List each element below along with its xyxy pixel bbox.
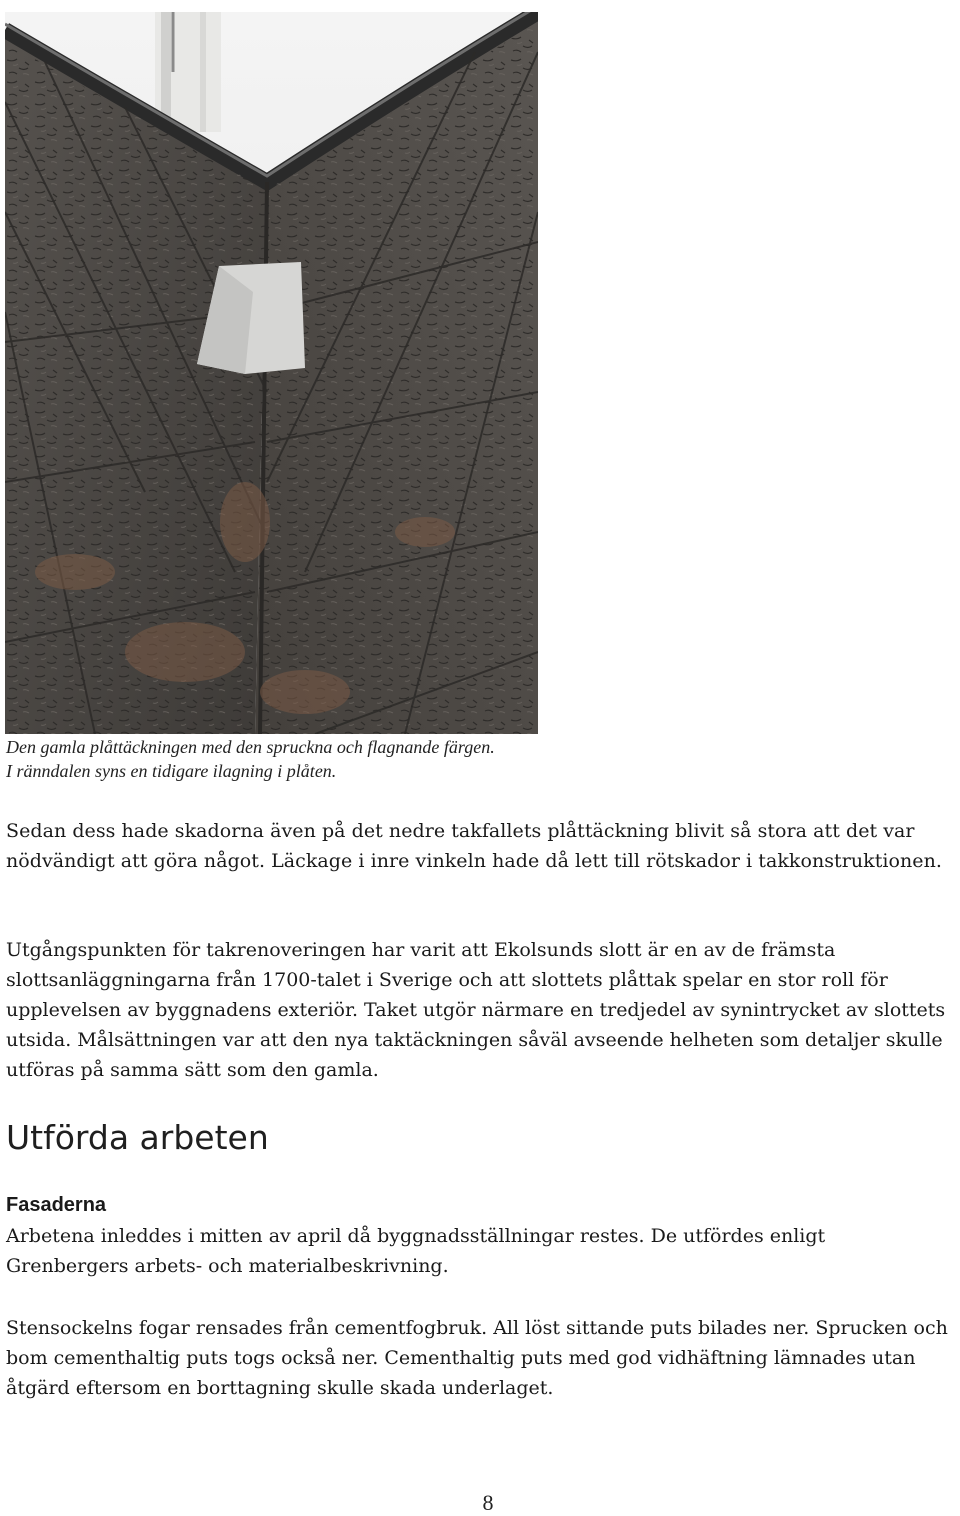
page-number: 8	[482, 1490, 494, 1515]
roof-valley-photo	[5, 12, 538, 734]
caption-line-2: I ränndalen syns en tidigare ilagning i plåten.	[6, 761, 337, 781]
section-heading: Utförda arbeten	[6, 1118, 269, 1157]
subsection-heading: Fasaderna	[6, 1194, 107, 1216]
paragraph-stone-base: Stensockelns fogar rensades från cementfogbruk. All löst sittande puts bilades ner. Sprucken och bom cementhaltig puts togs också ner. Cementhaltig puts med god vidhäftning lämnades utan åtgärd eftersom en borttagning skulle skada underlaget.	[6, 1317, 948, 1399]
paragraph-starting-point: Utgångspunkten för takrenoveringen har varit att Ekolsunds slott är en av de främsta slottsanläggningarna från 1700-talet i Sverige och att slottets plåttak spelar en stor roll för upplevelsen av byggnadens exteriör. Taket utgör närmare en tredjedel av synintrycket av slottets utsida. Målsättningen var att den nya taktäckningen såväl avseende helheten som detaljer skulle utföras på samma sätt som den gamla.	[6, 939, 946, 1081]
roof-photo-illustration	[5, 12, 538, 734]
photo-caption	[6, 735, 706, 783]
paragraph-damage: Sedan dess hade skadorna även på det nedre takfallets plåttäckning blivit så stora att det var nödvändigt att göra något. Läckage i inre vinkeln hade då lett till rötskador i takkonstruktionen.	[6, 820, 942, 872]
paragraph-work-start: Arbetena inleddes i mitten av april då byggnadsställningar restes. De utfördes enligt Grenbergers arbets- och materialbeskrivning.	[6, 1225, 826, 1277]
caption-line-1: Den gamla plåttäckningen med den spruckna och flagnande färgen.	[6, 737, 495, 757]
